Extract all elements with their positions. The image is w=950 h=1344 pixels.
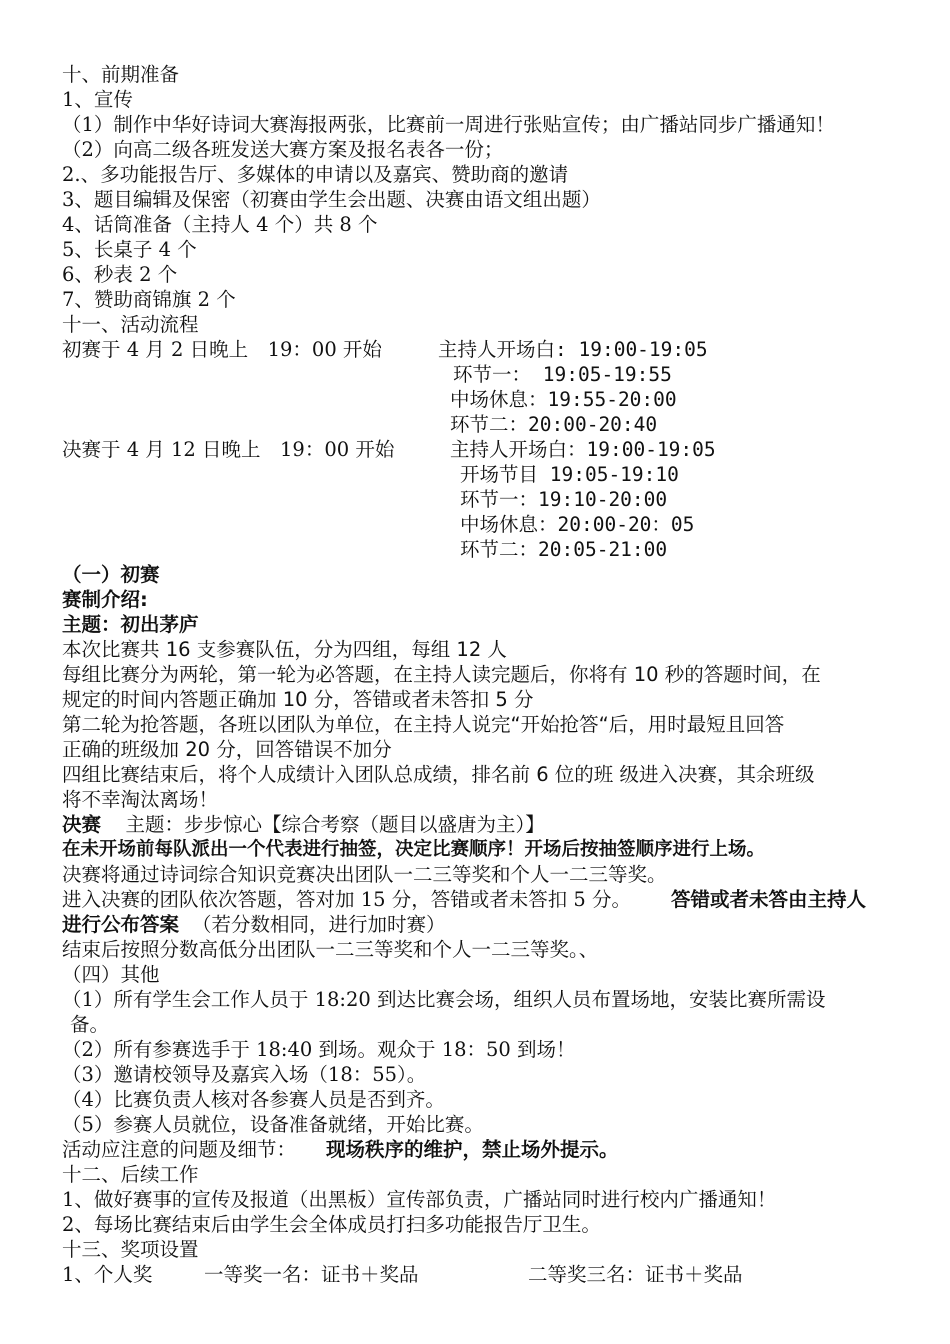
final-rule: 进入决赛的团队依次答题，答对加 15 分，答错或者未答扣 5 分。 (62, 888, 632, 911)
notes-bold: 现场秩序的维护，禁止场外提示。 (326, 1138, 619, 1161)
publicity-item: 1、宣传 (62, 88, 133, 111)
prelim-theme: 主题：初出茅庐 (62, 613, 199, 636)
final-step: 环节一：19:10-20:00 (460, 488, 668, 511)
other-item: （4）比赛负责人核对各参赛人员是否到齐。 (62, 1088, 445, 1111)
final-draw-rule: 在未开场前每队派出一个代表进行抽签，决定比赛顺序！开场后按抽签顺序进行上场。 (62, 839, 766, 860)
prelim-step: 环节一： 19:05-19:55 (453, 363, 672, 386)
prelim-rule: 正确的班级加 20 分，回答错误不加分 (62, 738, 392, 761)
final-step: 中场休息：20:00-20：05 (460, 513, 695, 536)
award-first: 一等奖一名：证书＋奖品 (204, 1263, 419, 1286)
prep-item-questions: 3、题目编辑及保密（初赛由学生会出题、决赛由语文组出题） (62, 188, 601, 211)
final-rule-bold: 进行公布答案 (62, 913, 180, 936)
section-heading-flow: 十一、活动流程 (62, 313, 199, 336)
publicity-scheme-line: （2）向高二级各班发送大赛方案及报名表各一份； (62, 138, 504, 161)
prep-item-venue: 2.、多功能报告厅、多媒体的申请以及嘉宾、赞助商的邀请 (62, 163, 569, 186)
other-heading: （四）其他 (62, 963, 160, 986)
section-heading-preparation: 十、前期准备 (62, 63, 180, 86)
final-schedule-label: 决赛于 4 月 12 日晚上 19：00 开始 (62, 438, 395, 461)
notes-label: 活动应注意的问题及细节： (62, 1138, 297, 1161)
publicity-poster-line: （1）制作中华好诗词大赛海报两张，比赛前一周进行张贴宣传；由广播站同步广播通知！ (62, 113, 835, 136)
prep-item-microphones: 4、话筒准备（主持人 4 个）共 8 个 (62, 213, 378, 236)
award-second: 二等奖三名：证书＋奖品 (528, 1263, 743, 1286)
prep-item-stopwatches: 6、秒表 2 个 (62, 263, 178, 286)
prep-item-tables: 5、长桌子 4 个 (62, 238, 197, 261)
prelim-heading: （一）初赛 (62, 563, 160, 586)
prelim-rule: 每组比赛分为两轮，第一轮为必答题，在主持人读完题后，你将有 10 秒的答题时间，在 (62, 663, 821, 686)
prelim-rule: 本次比赛共 16 支参赛队伍，分为四组，每组 12 人 (62, 638, 507, 661)
other-item: 备。 (70, 1013, 110, 1036)
final-rule: 结束后按照分数高低分出团队一二三等奖和个人一二三等奖。、 (62, 938, 599, 961)
prelim-rule: 四组比赛结束后，将个人成绩计入团队总成绩，排名前 6 位的班 级进入决赛，其余班级 (62, 763, 815, 786)
prelim-step: 环节二：20:00-20:40 (450, 413, 658, 436)
final-label: 决赛 (62, 813, 102, 836)
final-step: 主持人开场白：19:00-19:05 (450, 438, 716, 461)
prelim-schedule-label: 初赛于 4 月 2 日晚上 19：00 开始 (62, 338, 382, 361)
section-heading-followup: 十二、后续工作 (62, 1163, 199, 1186)
final-theme: 主题：步步惊心【综合考察（题目以盛唐为主）】 (106, 813, 545, 836)
prelim-step: 主持人开场白: 19:00-19:05 (438, 338, 708, 361)
prelim-step: 中场休息：19:55-20:00 (450, 388, 677, 411)
final-rule: 决赛将通过诗词综合知识竞赛决出团队一二三等奖和个人一二三等奖。 (62, 863, 667, 886)
other-item: （3）邀请校领导及嘉宾入场（18：55）。 (62, 1063, 427, 1086)
prelim-rule: 将不幸淘汰离场！ (62, 788, 219, 811)
other-item: （5）参赛人员就位，设备准备就绪，开始比赛。 (62, 1113, 484, 1136)
section-heading-awards: 十三、奖项设置 (62, 1238, 199, 1261)
final-step: 开场节目 19:05-19:10 (460, 463, 679, 486)
other-item: （2）所有参赛选手于 18:40 到场。观众于 18：50 到场！ (62, 1038, 576, 1061)
final-rule-bold: 答错或者未答由主持人 (671, 888, 867, 911)
prep-item-banners: 7、赞助商锦旗 2 个 (62, 288, 236, 311)
award-individual: 1、个人奖 (62, 1263, 153, 1286)
prelim-rule: 规定的时间内答题正确加 10 分，答错或者未答扣 5 分 (62, 688, 534, 711)
followup-item: 1、做好赛事的宣传及报道（出黑板）宣传部负责，广播站同时进行校内广播通知！ (62, 1188, 777, 1211)
followup-item: 2、每场比赛结束后由学生会全体成员打扫多功能报告厅卫生。 (62, 1213, 601, 1236)
final-step: 环节二：20:05-21:00 (460, 538, 668, 561)
prelim-rule: 第二轮为抢答题，各班以团队为单位，在主持人说完“开始抢答“后，用时最短且回答 (62, 713, 785, 736)
final-rule: （若分数相同，进行加时赛） (192, 913, 446, 936)
format-heading: 赛制介绍: (62, 588, 148, 611)
other-item: （1）所有学生会工作人员于 18:20 到达比赛会场，组织人员布置场地，安装比赛所需设 (62, 988, 826, 1011)
